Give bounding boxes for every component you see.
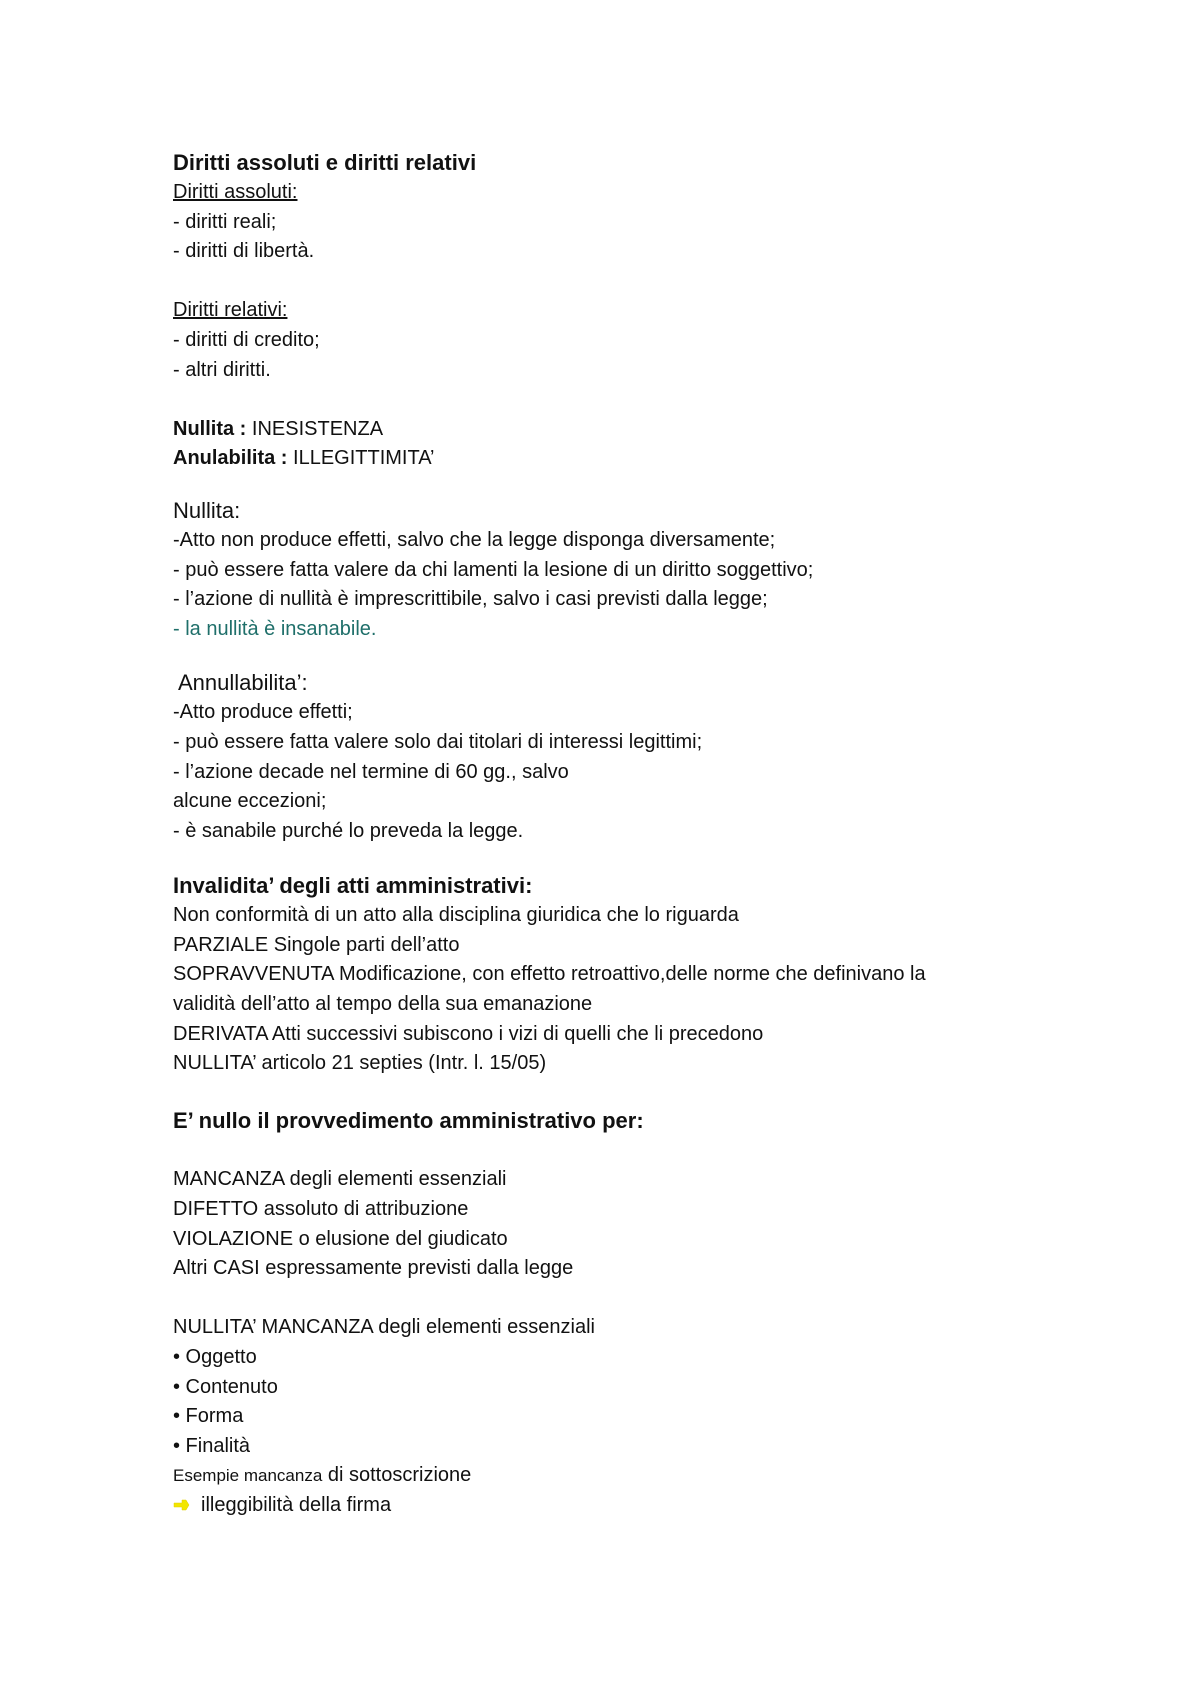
list-item: - è sanabile purché lo preveda la legge. bbox=[173, 819, 524, 842]
list-item: VIOLAZIONE o elusione del giudicato bbox=[173, 1227, 508, 1250]
list-item: - diritti di credito; bbox=[173, 328, 320, 351]
paragraph-line: validità dell’atto al tempo della sua emanazione bbox=[173, 993, 593, 1016]
section-title-nullita: Nullita: bbox=[173, 497, 241, 523]
paragraph-line: SOPRAVVENUTA Modificazione, con effetto retroattivo,delle norme che definivano la bbox=[173, 963, 926, 986]
bullet-item: • Oggetto bbox=[173, 1346, 257, 1368]
section-title-nullo: E’ nullo il provvedimento amministrativo per: bbox=[173, 1107, 644, 1133]
example-text: illeggibilità della firma bbox=[201, 1493, 392, 1516]
list-item: - l’azione di nullità è imprescrittibile, salvo i casi previsti dalla legge; bbox=[173, 588, 768, 611]
list-item: -Atto produce effetti; bbox=[173, 701, 353, 724]
paragraph-line: Non conformità di un atto alla disciplina giuridica che lo riguarda bbox=[173, 904, 739, 927]
pointing-hand-icon bbox=[173, 1492, 191, 1506]
section-title-diritti: Diritti assoluti e diritti relativi bbox=[173, 150, 477, 175]
paragraph-line: NULLITA’ articolo 21 septies (Intr. l. 15/05) bbox=[173, 1052, 547, 1075]
label-diritti-relativi: Diritti relativi: bbox=[173, 299, 288, 322]
list-item: - diritti di libertà. bbox=[173, 240, 315, 263]
list-item: DIFETTO assoluto di attribuzione bbox=[173, 1198, 469, 1221]
definition-label: Nullita : bbox=[173, 417, 247, 440]
bullet-item: • Contenuto bbox=[173, 1375, 278, 1398]
list-item-highlight: - la nullità è insanabile. bbox=[173, 617, 377, 640]
list-item: - diritti reali; bbox=[173, 210, 277, 233]
definition-anulabilita bbox=[173, 444, 1073, 474]
list-item: - può essere fatta valere solo dai titolari di interessi legittimi; bbox=[173, 730, 703, 753]
definition-nullita bbox=[173, 415, 1073, 445]
section-title-invalidita: Invalidita’ degli atti amministrativi: bbox=[173, 873, 533, 899]
pointing-hand-icon-svg bbox=[173, 1498, 191, 1512]
example-line bbox=[173, 1461, 1073, 1491]
label-diritti-assoluti: Diritti assoluti: bbox=[173, 181, 298, 203]
paragraph-line: DERIVATA Atti successivi subiscono i vizi di quelli che li precedono bbox=[173, 1022, 764, 1045]
list-item: -Atto non produce effetti, salvo che la legge disponga diversamente; bbox=[173, 528, 776, 551]
list-item: - l’azione decade nel termine di 60 gg., salvo bbox=[173, 760, 569, 783]
list-item: Altri CASI espressamente previsti dalla legge bbox=[173, 1257, 574, 1280]
example-small-text: Esempie mancanza bbox=[173, 1466, 323, 1486]
subsection-title: NULLITA’ MANCANZA degli elementi essenziali bbox=[173, 1316, 596, 1339]
paragraph-line: PARZIALE Singole parti dell’atto bbox=[173, 933, 460, 956]
example-line-last bbox=[173, 1491, 1073, 1521]
list-item: - può essere fatta valere da chi lamenti la lesione di un diritto soggettivo; bbox=[173, 558, 814, 581]
example-text: di sottoscrizione bbox=[322, 1464, 472, 1487]
section-title-annullabilita: Annullabilita’: bbox=[178, 670, 308, 696]
document-page bbox=[173, 148, 1073, 1521]
definition-value: ILLEGITTIMITA’ bbox=[287, 447, 435, 470]
definition-label: Anulabilita : bbox=[173, 447, 288, 470]
list-item: alcune eccezioni; bbox=[173, 790, 327, 813]
list-item: - altri diritti. bbox=[173, 358, 271, 381]
list-item: MANCANZA degli elementi essenziali bbox=[173, 1168, 507, 1191]
definition-value: INESISTENZA bbox=[246, 417, 384, 440]
bullet-item: • Finalità bbox=[173, 1434, 251, 1457]
bullet-item: • Forma bbox=[173, 1405, 244, 1428]
